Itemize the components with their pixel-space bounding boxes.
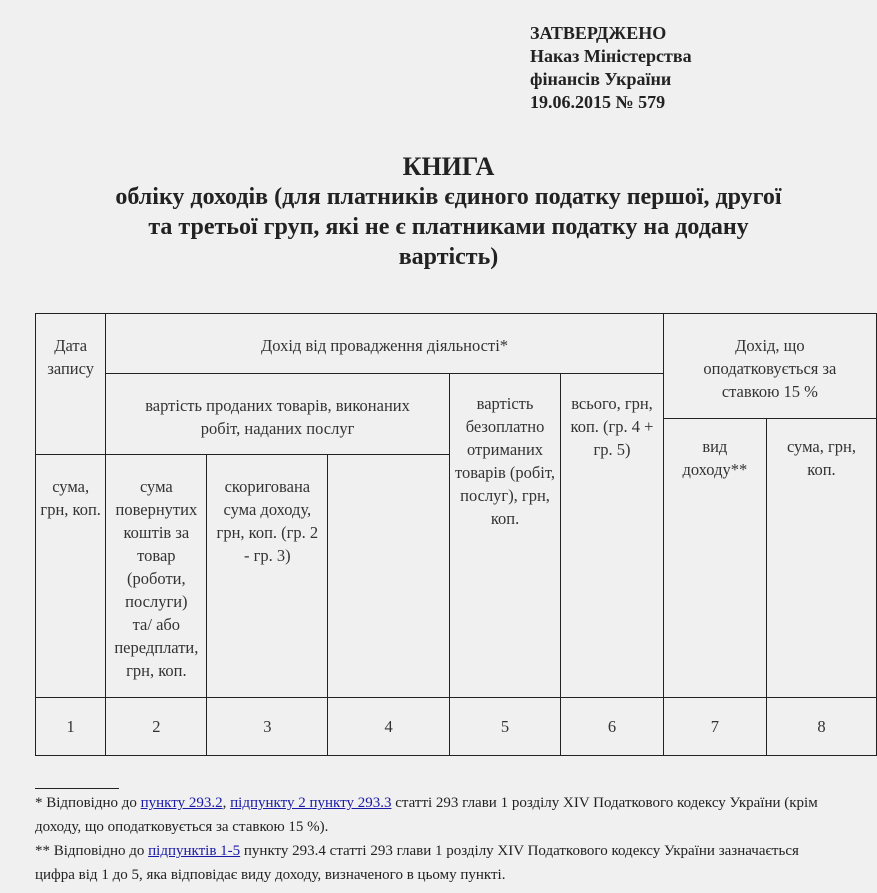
title-line-3: та третьої груп, які не є платниками податку на додану — [148, 214, 749, 240]
footnote-1-text: статті 293 глави 1 розділу XIV Податкового кодексу України (крім доходу, що оподатковується за ставкою 15 %). — [35, 795, 818, 835]
footnote-1-prefix: * Відповідно до — [35, 795, 141, 811]
header-sum: сума, грн, коп. — [36, 455, 106, 698]
document-title — [40, 152, 857, 272]
approved-order: Наказ Міністерства — [530, 46, 692, 66]
header-date: Дата запису — [36, 314, 106, 455]
title-main: КНИГА — [402, 152, 495, 181]
approval-stamp — [530, 22, 692, 114]
column-number: 6 — [561, 698, 663, 756]
title-line-4: вартість) — [398, 244, 499, 270]
header-income-15-percent: Дохід, що оподатковується за ставкою 15 % — [663, 314, 876, 419]
column-number: 1 — [36, 698, 106, 756]
footnote-1 — [35, 791, 825, 839]
header-total: всього, грн, коп. (гр. 4 + гр. 5) — [561, 374, 663, 698]
footnote-2-prefix: ** Відповідно до — [35, 843, 149, 859]
footnotes — [35, 788, 825, 887]
title-line-2: обліку доходів (для платників єдиного податку першої, другої — [115, 184, 782, 210]
column-number: 7 — [663, 698, 766, 756]
income-ledger-table — [35, 313, 877, 756]
column-number: 5 — [449, 698, 561, 756]
column-number: 2 — [106, 698, 207, 756]
link-subpoints-1-5[interactable]: підпунктів 1-5 — [148, 843, 241, 859]
column-number: 3 — [207, 698, 328, 756]
approved-ministry: фінансів України — [530, 69, 672, 89]
approved-date-number: 19.06.2015 № 579 — [530, 92, 666, 112]
column-number: 4 — [328, 698, 449, 756]
header-returned: сума повернутих коштів за товар (роботи, послуги) та/ або передплати, грн, коп. — [106, 455, 207, 698]
link-point-293-2[interactable]: пункту 293.2 — [140, 795, 223, 811]
approved-label: ЗАТВЕРДЖЕНО — [530, 23, 667, 43]
header-income-activity: Дохід від провадження діяльності* — [106, 314, 663, 374]
header-income-type: вид доходу** — [663, 419, 766, 698]
header-income-sum: сума, грн, коп. — [766, 419, 876, 698]
link-subpoint-2-point-293-3[interactable]: підпункту 2 пункту 293.3 — [230, 795, 392, 811]
footnote-1-separator: , — [222, 795, 231, 811]
footnote-divider — [35, 788, 119, 789]
header-adjusted: скоригована сума доходу, грн, коп. (гр. 2 - гр. 3) — [207, 455, 328, 698]
footnote-2 — [35, 839, 825, 887]
header-free-goods: вартість безоплатно отриманих товарів (робіт, послуг), грн, коп. — [449, 374, 561, 698]
header-sold-goods: вартість проданих товарів, виконаних робіт, наданих послуг — [106, 374, 449, 455]
column-number: 8 — [766, 698, 876, 756]
footnote-2-text: пункту 293.4 статті 293 глави 1 розділу XIV Податкового кодексу України зазначається цифра від 1 до 5, яка відповідає виду доходу, визначеного в цьому пункті. — [35, 843, 799, 883]
